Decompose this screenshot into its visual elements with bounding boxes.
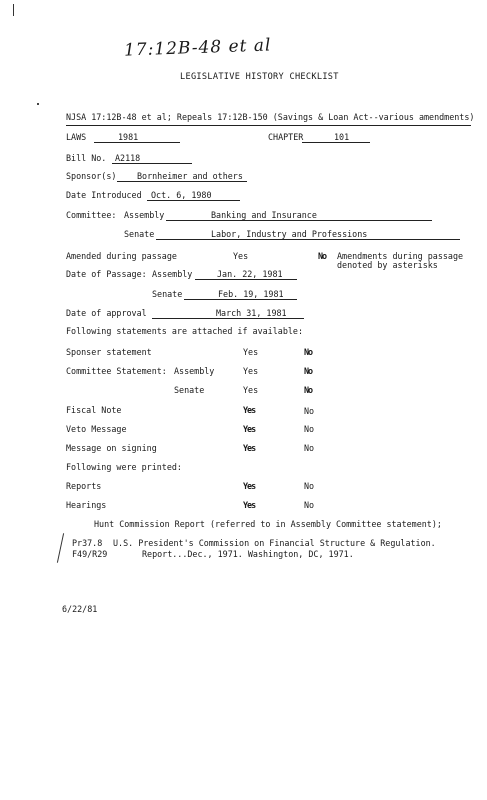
- laws-label: LAWS: [66, 132, 87, 142]
- printed-heading: Following were printed:: [66, 462, 182, 472]
- handwritten-header: 17:12B-48 et al: [123, 35, 272, 61]
- margin-mark: [13, 4, 14, 16]
- date-introduced-label: Date Introduced: [66, 190, 142, 200]
- veto-message-yes-struck: Yes: [243, 424, 256, 434]
- message-signing-no: No: [304, 443, 315, 453]
- committee-statement-label: Committee Statement:: [66, 366, 167, 376]
- njsa-line: NJSA 17:12B-48 et al; Repeals 17:12B-150 (Savings & Loan Act--various amendments): [66, 112, 475, 122]
- sponsor-statement-no-struck: No: [304, 347, 313, 357]
- amended-label: Amended during passage: [66, 251, 177, 261]
- hearings-no: No: [304, 500, 315, 510]
- committee-statement-senate-yes: Yes: [243, 385, 259, 395]
- bill-value: A2118: [112, 153, 192, 164]
- passage-assembly-value: Jan. 22, 1981: [195, 269, 297, 280]
- message-signing-yes-struck: Yes: [243, 443, 256, 453]
- sponsor-statement-yes: Yes: [243, 347, 259, 357]
- committee-senate-label: Senate: [124, 229, 155, 239]
- reference-call-number-1: Pr37.8: [72, 538, 103, 548]
- committee-statement-senate-no-struck: No: [304, 385, 313, 395]
- hunt-commission-note: Hunt Commission Report (referred to in Assembly Committee statement);: [94, 519, 442, 529]
- reports-yes-struck: Yes: [243, 481, 256, 491]
- laws-value: 1981: [94, 132, 180, 143]
- amended-yes: Yes: [233, 251, 249, 261]
- bracket-mark: [57, 533, 64, 563]
- fiscal-note-yes-struck: Yes: [243, 405, 256, 415]
- reference-text-1: U.S. President's Commission on Financial Structure & Regulation.: [113, 538, 436, 548]
- fiscal-note-label: Fiscal Note: [66, 405, 122, 415]
- passage-label: Date of Passage:: [66, 269, 147, 279]
- amended-note-line2: denoted by asterisks: [337, 260, 438, 270]
- date-introduced-value: Oct. 6, 1980: [147, 190, 240, 201]
- reports-no: No: [304, 481, 315, 491]
- committee-statement-senate-label: Senate: [174, 385, 205, 395]
- chapter-value: 101: [302, 132, 370, 143]
- committee-label: Committee:: [66, 210, 117, 220]
- hearings-label: Hearings: [66, 500, 107, 510]
- committee-statement-assembly-no-struck: No: [304, 366, 313, 376]
- margin-dot: [37, 103, 39, 105]
- amended-no-struck: No: [318, 251, 327, 261]
- message-signing-label: Message on signing: [66, 443, 157, 453]
- njsa-underline: [66, 125, 471, 126]
- sponsors-value: Bornheimer and others: [117, 171, 247, 182]
- passage-senate-value: Feb. 19, 1981: [184, 289, 297, 300]
- approval-label: Date of approval: [66, 308, 147, 318]
- committee-senate-value: Labor, Industry and Professions: [156, 229, 460, 240]
- committee-statement-assembly-label: Assembly: [174, 366, 215, 376]
- page-title: LEGISLATIVE HISTORY CHECKLIST: [180, 72, 339, 82]
- passage-assembly-label: Assembly: [152, 269, 193, 279]
- veto-message-no: No: [304, 424, 315, 434]
- reference-call-number-2: F49/R29: [72, 549, 108, 559]
- approval-value: March 31, 1981: [152, 308, 304, 319]
- committee-assembly-value: Banking and Insurance: [166, 210, 432, 221]
- committee-assembly-label: Assembly: [124, 210, 165, 220]
- committee-statement-assembly-yes: Yes: [243, 366, 259, 376]
- fiscal-note-no: No: [304, 406, 315, 416]
- reports-label: Reports: [66, 481, 102, 491]
- reference-text-2: Report...Dec., 1971. Washington, DC, 1971.: [142, 549, 354, 559]
- footer-date: 6/22/81: [62, 604, 98, 614]
- sponsors-label: Sponsor(s): [66, 171, 117, 181]
- amended-note-line1: Amendments during passage: [337, 251, 464, 261]
- hearings-yes-struck: Yes: [243, 500, 256, 510]
- bill-label: Bill No.: [66, 153, 107, 163]
- sponsor-statement-label: Sponser statement: [66, 347, 152, 357]
- veto-message-label: Veto Message: [66, 424, 127, 434]
- chapter-label: CHAPTER: [268, 132, 304, 142]
- attached-heading: Following statements are attached if available:: [66, 326, 303, 336]
- passage-senate-label: Senate: [152, 289, 183, 299]
